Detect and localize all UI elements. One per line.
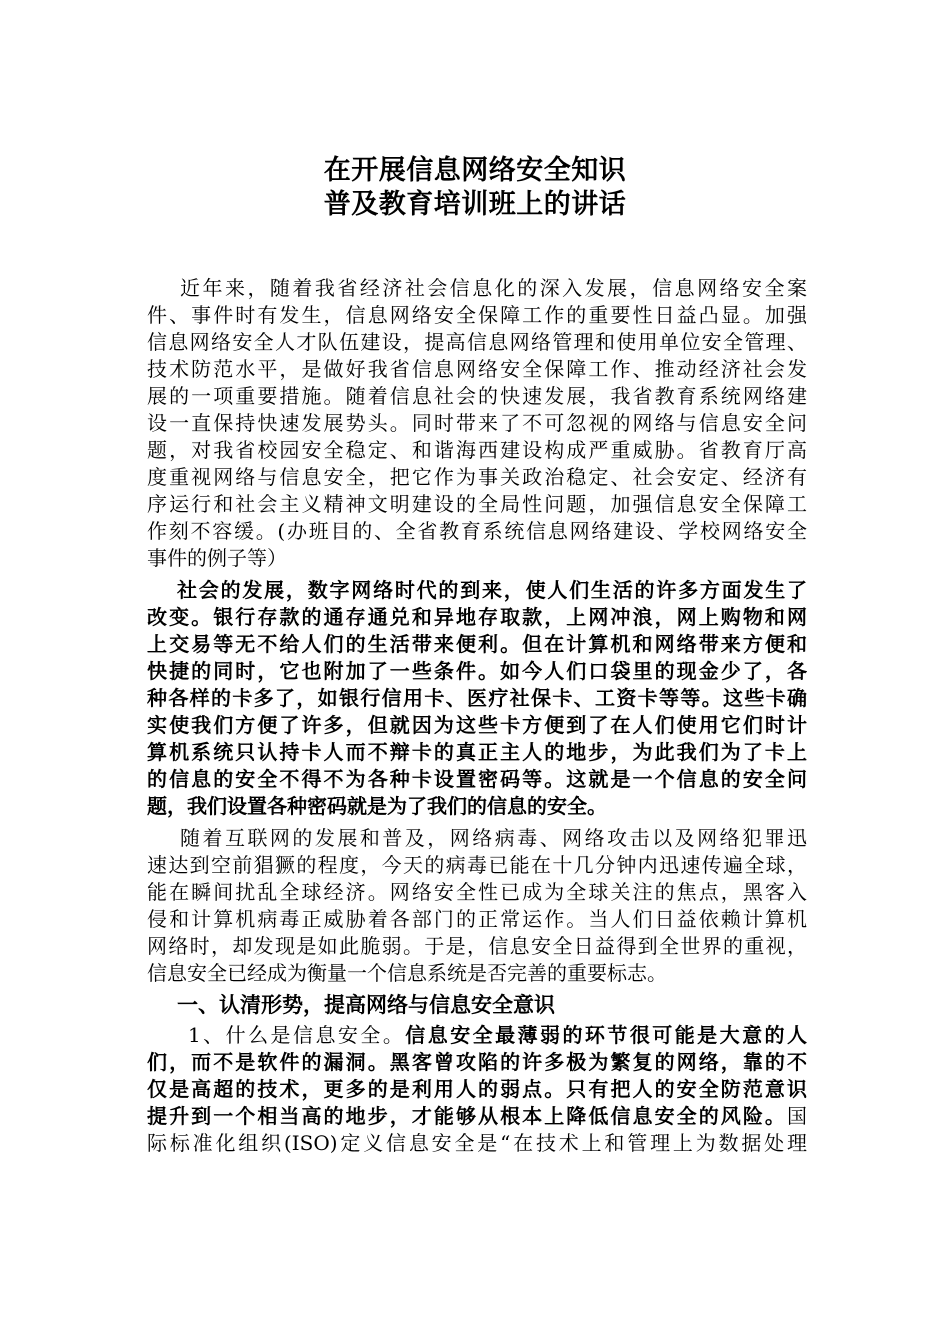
paragraph-line: 展的一项重要措施。随着信息社会的快速发展，我省教育系统网络建: [147, 384, 807, 408]
paragraph-line: 社会的发展，数字网络时代的到来，使人们生活的许多方面发生了: [177, 578, 807, 602]
paragraph-line: 序运行和社会主义精神文明建设的全局性问题，加强信息安全保障工: [147, 492, 807, 516]
paragraph-line: 信息安全已经成为衡量一个信息系统是否完善的重要标志。: [147, 961, 667, 985]
paragraph-line: 题，对我省校园安全稳定、和谐海西建设构成严重威胁。省教育厅高: [147, 438, 807, 462]
document-title-line-1: 在开展信息网络安全知识: [323, 155, 627, 186]
paragraph-line: [147, 1103, 807, 1129]
paragraph-line: 技术防范水平，是做好我省信息网络安全保障工作、推动经济社会发: [147, 357, 807, 381]
document-title-line-2: 普及教育培训班上的讲话: [323, 189, 627, 220]
paragraph-line: [188, 1022, 807, 1048]
paragraph-line: 度重视网络与信息安全，把它作为事关政治稳定、社会安定、经济有: [147, 465, 807, 489]
paragraph-line: 们，而不是软件的漏洞。黑客曾攻陷的许多极为繁复的网络，靠的不: [147, 1050, 807, 1074]
paragraph-line: 算机系统只认持卡人而不辩卡的真正主人的地步，为此我们为了卡上: [147, 740, 807, 764]
paragraph-line: 速达到空前猖獗的程度，今天的病毒已能在十几分钟内迅速传遍全球，: [147, 853, 807, 877]
paragraph-line: 仅是高超的技术，更多的是利用人的弱点。只有把人的安全防范意识: [147, 1077, 807, 1101]
paragraph-line: 改变。银行存款的通存通兑和异地存取款，上网冲浪，网上购物和网: [147, 605, 807, 629]
normal-text: 国: [787, 1104, 807, 1128]
paragraph-line: 设一直保持快速发展势头。同时带来了不可忽视的网络与信息安全问: [147, 411, 807, 435]
paragraph-line: 种各样的卡多了，如银行信用卡、医疗社保卡、工资卡等等。这些卡确: [147, 686, 807, 710]
subsection-label: 1、什么是信息安全。: [188, 1023, 406, 1047]
paragraph-line: 际标准化组织(ISO)定义信息安全是“在技术上和管理上为数据处理: [147, 1131, 807, 1155]
paragraph-line: 能在瞬间扰乱全球经济。网络安全性已成为全球关注的焦点，黑客入: [147, 880, 807, 904]
paragraph-line: 实使我们方便了许多，但就因为这些卡方便到了在人们使用它们时计: [147, 713, 807, 737]
paragraph-line: 信息网络安全人才队伍建设，提高信息网络管理和使用单位安全管理、: [147, 330, 807, 354]
paragraph-line: 上交易等无不给人们的生活带来便利。但在计算机和网络带来方便和: [147, 632, 807, 656]
paragraph-line: 网络时，却发现是如此脆弱。于是，信息安全日益得到全世界的重视，: [147, 934, 807, 958]
paragraph-line: 事件的例子等）: [147, 546, 287, 570]
bold-text: 信息安全最薄弱的环节很可能是大意的人: [405, 1023, 808, 1047]
paragraph-line: 件、事件时有发生，信息网络安全保障工作的重要性日益凸显。加强: [147, 303, 807, 327]
paragraph-line: 作刻不容缓。(办班目的、全省教育系统信息网络建设、学校网络安全: [147, 519, 807, 543]
bold-text: 提升到一个相当高的地步，才能够从根本上降低信息安全的风险。: [147, 1104, 787, 1128]
paragraph-line: 快捷的同时，它也附加了一些条件。如今人们口袋里的现金少了，各: [147, 659, 807, 683]
paragraph-line: 侵和计算机病毒正威胁着各部门的正常运作。当人们日益依赖计算机: [147, 907, 807, 931]
section-heading: 一、认清形势，提高网络与信息安全意识: [177, 993, 555, 1017]
paragraph-line: 题，我们设置各种密码就是为了我们的信息的安全。: [147, 794, 607, 818]
paragraph-line: 的信息的安全不得不为各种卡设置密码等。这就是一个信息的安全问: [147, 767, 807, 791]
paragraph-line: 近年来，随着我省经济社会信息化的深入发展，信息网络安全案: [180, 276, 807, 300]
paragraph-line: 随着互联网的发展和普及，网络病毒、网络攻击以及网络犯罪迅: [180, 826, 807, 850]
